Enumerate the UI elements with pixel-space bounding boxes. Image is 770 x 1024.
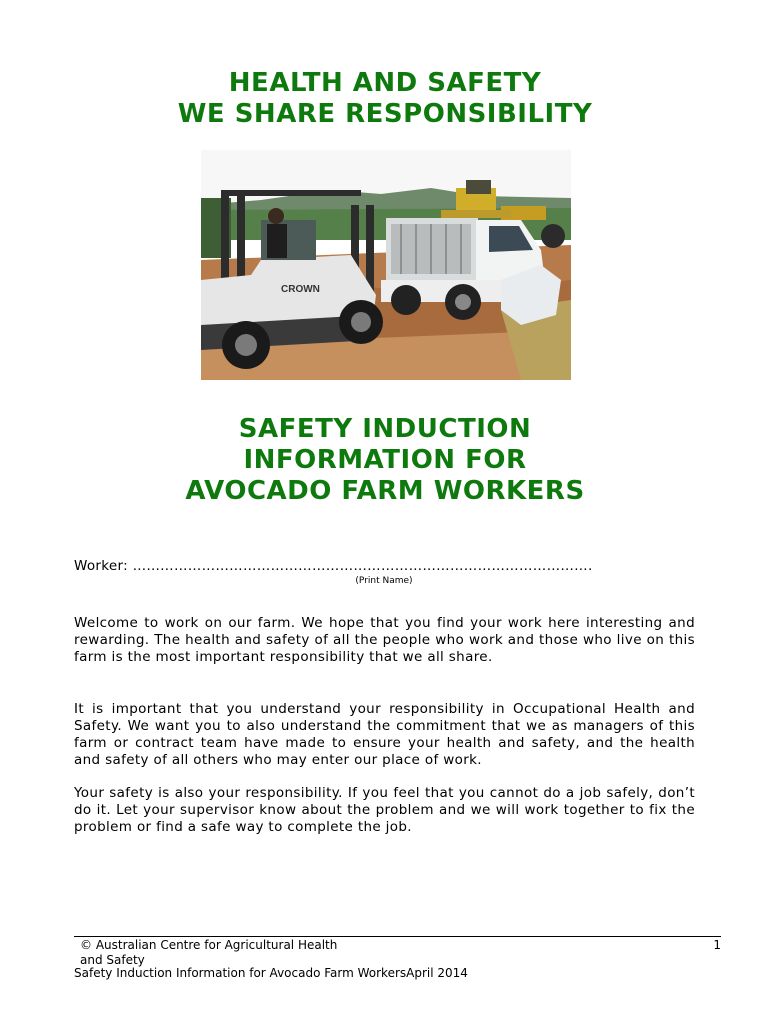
induction-title <box>0 414 770 507</box>
responsibility-paragraph: It is important that you understand your responsibility in Occupational Health and Safety. We want you to also understand the commitment that we as managers of this farm or contract team have made to ensure your health and safety, and the health and safety of all others who may enter our place of work. <box>74 701 695 768</box>
footer-copyright <box>80 938 380 968</box>
print-name-caption: (Print Name) <box>355 576 413 586</box>
safety-paragraph: Your safety is also your responsibility. If you feel that you cannot do a job safely, don’t do it. Let your supervisor know about the problem and we will work together to fix the problem or find a safe way to complete the job. <box>74 785 695 835</box>
induction-title-line-1: SAFETY INDUCTION <box>238 414 532 444</box>
worker-name-field <box>74 558 593 574</box>
forklift-and-truck-photo <box>201 150 571 380</box>
welcome-paragraph: Welcome to work on our farm. We hope that you find your work here interesting and rewarding. The health and safety of all the people who work and those who live on this farm is the most important responsibility that we all share. <box>74 615 695 665</box>
induction-title-line-2: INFORMATION FOR <box>243 445 527 475</box>
footer-divider <box>74 936 721 937</box>
induction-title-line-3: AVOCADO FARM WORKERS <box>185 476 585 506</box>
worker-name-dots: ………………………………………………………………………………………. <box>132 558 593 574</box>
footer-copyright-line-2: and Safety <box>80 953 145 967</box>
svg-text:CROWN: CROWN <box>281 284 320 295</box>
worker-label: Worker: <box>74 558 128 574</box>
main-title-line-2: WE SHARE RESPONSIBILITY <box>177 99 593 129</box>
page-number: 1 <box>713 938 721 952</box>
main-title <box>0 68 770 130</box>
footer-copyright-line-1: © Australian Centre for Agricultural Health <box>80 938 338 952</box>
main-title-line-1: HEALTH AND SAFETY <box>228 68 542 98</box>
footer-document-title: Safety Induction Information for Avocado Farm WorkersApril 2014 <box>74 966 468 980</box>
